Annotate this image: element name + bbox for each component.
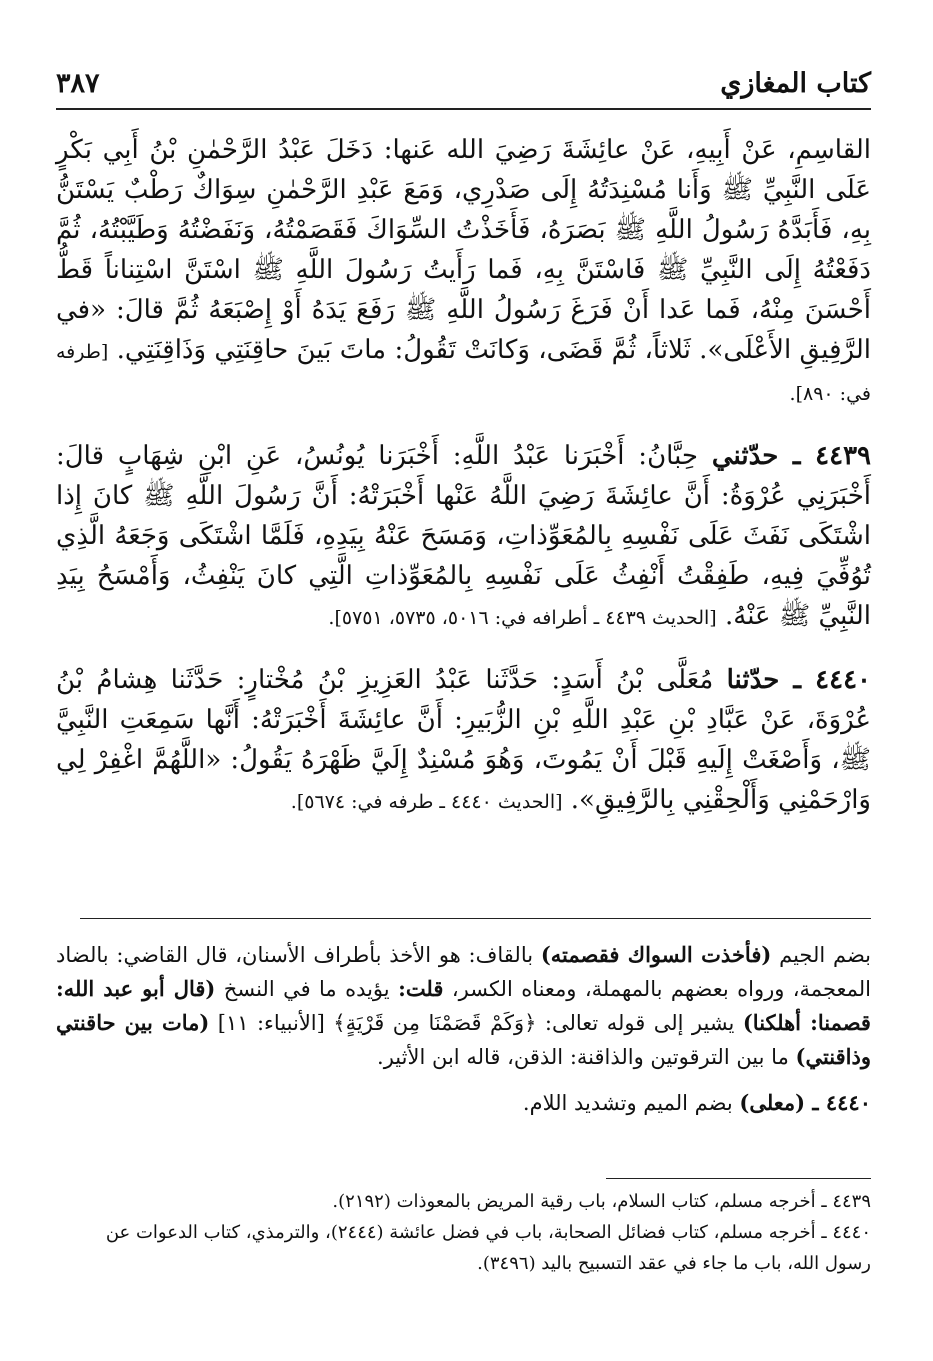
- footnote: ٤٤٣٩ ـ أخرجه مسلم، كتاب السلام، باب رقية المريض بالمعوذات (٢١٩٢).: [332, 1191, 871, 1212]
- cross-reference: [طرفه في: ٨٩٠].: [56, 341, 871, 405]
- footnote-divider: [606, 1178, 871, 1179]
- commentary-lemma: ٤٤٤٠ ـ (معلى): [739, 1090, 871, 1115]
- page-header: [56, 64, 871, 110]
- footnotes: [56, 1186, 871, 1279]
- commentary-lemma: قلت:: [398, 976, 444, 1001]
- commentary-lemma: (قال أبو عبد الله: قصمنا: أهلكنا): [56, 976, 871, 1035]
- commentary-text: بضم الميم وتشديد اللام.: [522, 1091, 733, 1115]
- cross-reference: [الحديث ٤٤٤٠ ـ طرفه في: ٥٦٧٤].: [290, 791, 563, 813]
- page-number: ٣٨٧: [56, 68, 100, 99]
- section-divider: [80, 918, 871, 919]
- commentary-text: بضم الجيم: [779, 943, 871, 967]
- book-title: كتاب المغازي: [720, 68, 871, 99]
- hadith-text-4439: حِبَّانُ: أَخْبَرَنا عَبْدُ اللَّهِ: أَخْبَرَنا يُونُسُ، عَنِ ابْنِ شِهَابٍ قالَ: أَخْبَرَنِي عُرْوَةُ: أَنَّ عائِشَةَ رَضِيَ اللَّهُ عَنْها أَخْبَرَتْهُ: أَنَّ رَسُولَ اللَّهِ ﷺ كانَ إِذا اشْتَكَى نَفَثَ عَلَى نَفْسِهِ بِالمُعَوِّذاتِ، وَمَسَحَ عَنْهُ بِيَدِهِ، فَلَمَّا اشْتَكَى وَجَعَهُ الَّذِي تُوُفِّيَ فِيهِ، طَفِقْتُ أَنْفِثُ عَلَى نَفْسِهِ بِالمُعَوِّذاتِ الَّتِي كانَ يَنْفِثُ، وَأَمْسَحُ بِيَدِ النَّبِيِّ ﷺ عَنْهُ.: [56, 441, 871, 631]
- commentary-text: يشير إلى قوله تعالى: ﴿وَكَمْ قَصَمْنَا مِن قَرْيَةٍ﴾ [الأنبياء: ١١]: [217, 1011, 735, 1035]
- hadith-paragraph-4438: [56, 130, 871, 414]
- hadith-paragraph-4439: [56, 436, 871, 638]
- hadith-text-4440: مُعَلَّى بْنُ أَسَدٍ: حَدَّثَنا عَبْدُ العَزِيزِ بْنُ مُخْتارٍ: حَدَّثَنا هِشامُ بْنُ عُرْوَةَ، عَنْ عَبَّادِ بْنِ عَبْدِ اللَّهِ بْنِ الزُّبَيرِ: أَنَّ عائِشَةَ أَخْبَرَتْهُ: أَنَّها سَمِعَتِ النَّبِيَّ ﷺ، وَأَصْغَتْ إِلَيهِ قَبْلَ أَنْ يَمُوتَ، وَهُوَ مُسْنِدٌ إِلَيَّ ظَهْرَهُ يَقُولُ: «اللَّهُمَّ اغْفِرْ لِي وَارْحَمْنِي وَأَلْحِقْنِي بِالرَّفِيقِ».: [56, 665, 871, 815]
- footnote: ٤٤٤٠ ـ أخرجه مسلم، كتاب فضائل الصحابة، باب في فضل عائشة (٢٤٤٤)، والترمذي، كتاب الدعوات عن رسول الله، باب ما جاء في عقد التسبيح باليد (٣٤٩٦).: [105, 1222, 871, 1274]
- commentary-text: بالقاف: هو الأخذ بأطراف الأسنان، قال القاضي: بالضاد المعجمة، ورواه بعضهم بالمهملة، ومعناه الكسر،: [56, 943, 872, 1001]
- hadith-number: ٤٤٤٠ ـ حدّثنا: [726, 665, 871, 695]
- commentary: [56, 938, 871, 1120]
- commentary-lemma: (فأخذت السواك فقصمته): [540, 942, 772, 967]
- hadith-text: [56, 130, 871, 822]
- commentary-paragraph: [56, 1086, 871, 1120]
- hadith-number: ٤٤٣٩ ـ حدّثني: [711, 441, 871, 471]
- hadith-text-4438: القاسِمِ، عَنْ أَبِيهِ، عَنْ عائِشَةَ رَضِيَ الله عَنها: دَخَلَ عَبْدُ الرَّحْمٰنِ بْنُ أَبِي بَكْرٍ عَلَى النَّبِيِّ ﷺ وَأَنا مُسْنِدَتُهُ إِلَى صَدْرِي، وَمَعَ عَبْدِ الرَّحْمٰنِ سِوَاكٌ رَطْبٌ يَسْتَنُّ بِهِ، فَأَبَدَّهُ رَسُولُ اللَّهِ ﷺ بَصَرَهُ، فَأَخَذْتُ السِّوَاكَ فَقَصَمْتُهُ، وَنَفَضْتُهُ وَطَيَّبْتُهُ، ثُمَّ دَفَعْتُهُ إِلَى النَّبِيِّ ﷺ فَاسْتَنَّ بِهِ، فَما رَأَيتُ رَسُولَ اللَّهِ ﷺ اسْتَنَّ اسْتِناناً قَطُّ أَحْسَنَ مِنْهُ، فَما عَدا أَنْ فَرَغَ رَسُولُ اللَّهِ ﷺ رَفَعَ يَدَهُ أَوْ إِصْبَعَهُ ثُمَّ قالَ: «في الرَّفِيقِ الأَعْلَى». ثَلاثاً، ثُمَّ قَضَى، وَكانَتْ تَقُولُ: ماتَ بَينَ حاقِنَتِي وَذَاقِنَتِي.: [56, 135, 872, 365]
- hadith-paragraph-4440: [56, 660, 871, 822]
- commentary-text: يؤيده ما في النسخ: [223, 977, 390, 1001]
- commentary-text: ما بين الترقوتين والذاقنة: الذقن، قاله ابن الأثير.: [377, 1045, 789, 1069]
- commentary-lemma: (مات بين حاقنتي وذاقنتي): [56, 1010, 871, 1069]
- cross-reference: [الحديث ٤٤٣٩ ـ أطرافه في: ٥٠١٦، ٥٧٣٥، ٥٧٥١].: [328, 607, 717, 629]
- commentary-paragraph: [56, 938, 871, 1074]
